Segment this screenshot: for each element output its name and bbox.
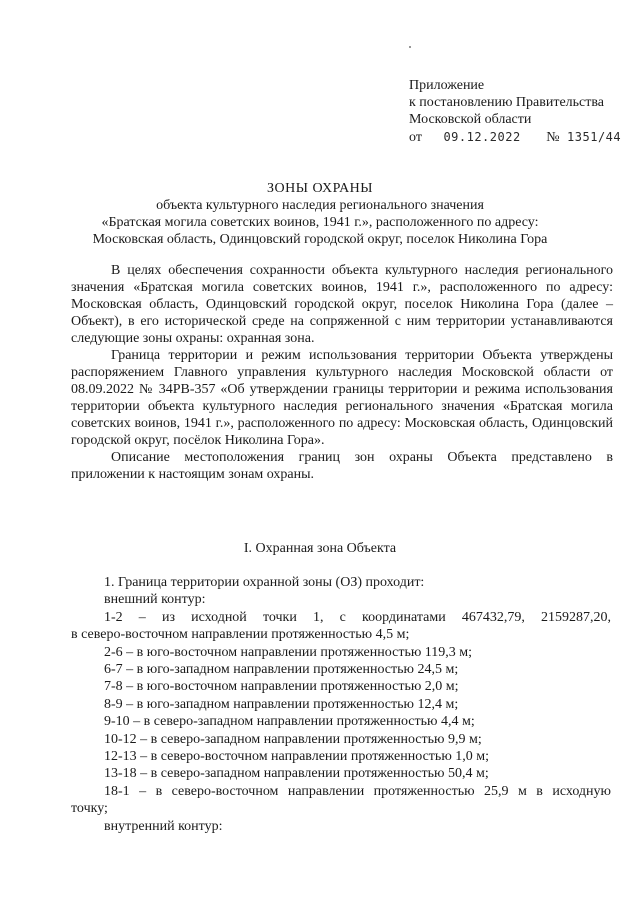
appendix-label: Приложение [409, 78, 485, 93]
intro-paragraph-3: Описание местоположения границ зон охраны Объекта представлено в приложении к настоящим зонам охраны. [71, 450, 613, 482]
appendix-header [409, 77, 621, 146]
appendix-resolution-ref: к постановлению Правительства [409, 95, 605, 110]
boundary-description [71, 574, 611, 835]
segment-row: 6-7 – в юго-западном направлении протяженностью 24,5 м; [104, 662, 459, 678]
segment-row: 1-2 – из исходной точки 1, с координатами 467432,79, 2159287,20, [104, 609, 611, 625]
segment-row: 12-13 – в северо-восточном направлении протяженностью 1,0 м; [104, 749, 490, 765]
boundary-item-1: 1. Граница территории охранной зоны (ОЗ) проходит: [104, 575, 425, 590]
segment-row: 9-10 – в северо-западном направлении протяженностью 4,4 м; [104, 714, 475, 730]
appendix-date: 09.12.2022 [443, 130, 521, 144]
intro-text [71, 262, 613, 483]
section-heading: I. Охранная зона Объекта [243, 541, 397, 556]
appendix-number: 1351/44 [567, 130, 622, 144]
title-line-4: Московская область, Одинцовский городской округ, поселок Николина Гора [92, 232, 548, 247]
inner-contour-label: внутренний контур: [104, 818, 223, 834]
segment-row-continuation: в северо-восточном направлении протяженностью 4,5 м; [71, 627, 410, 643]
segment-row: 18-1 – в северо-восточном направлении протяженностью 25,9 м в исходную [104, 783, 611, 799]
title-main: ЗОНЫ ОХРАНЫ [267, 181, 373, 196]
segment-row-continuation: точку; [71, 801, 108, 817]
segment-row: 13-18 – в северо-западном направлении протяженностью 50,4 м; [104, 766, 489, 782]
title-line-3: «Братская могила советских воинов, 1941 г.», расположенного по адресу: [101, 215, 539, 230]
segment-row: 10-12 – в северо-западном направлении протяженностью 9,9 м; [104, 731, 482, 747]
segment-row: 8-9 – в юго-западном направлении протяженностью 12,4 м; [104, 696, 459, 712]
intro-paragraph-2: Граница территории и режим использования территории Объекта утверждены распоряжением Главного управления культурного наследия Московской области от 08.09.2022 № 34РВ-357 «Об утверждении границы территории и режима использования территории объекта культурного наследия регионального значения «Братская могила советских воинов, 1941 г.», расположенного по адресу: Московская область, Одинцовский городской округ, посёлок Николина Гора». [71, 348, 613, 448]
appendix-number-label: № [546, 130, 560, 145]
segment-row: 2-6 – в юго-восточном направлении протяженностью 119,3 м; [104, 644, 473, 660]
appendix-date-row [409, 129, 621, 146]
outer-contour-label: внешний контур: [104, 592, 206, 608]
title-line-2: объекта культурного наследия регионального значения [156, 198, 484, 213]
intro-paragraph-1: В целях обеспечения сохранности объекта культурного наследия регионального значения «Братская могила советских воинов, 1941 г.», расположенного по адресу: Московская область, Одинцовский городской округ, поселок Николина Гора (далее – Объект), в его исторической среде на сопряженной с ним территории устанавливаются следующие зоны охраны: охранная зона. [71, 263, 613, 346]
appendix-region: Московской области [409, 112, 532, 127]
segment-row: 7-8 – в юго-восточном направлении протяженностью 2,0 м; [104, 679, 459, 695]
scan-speck [409, 46, 411, 48]
document-title [0, 180, 640, 248]
appendix-from-label: от [409, 130, 422, 145]
